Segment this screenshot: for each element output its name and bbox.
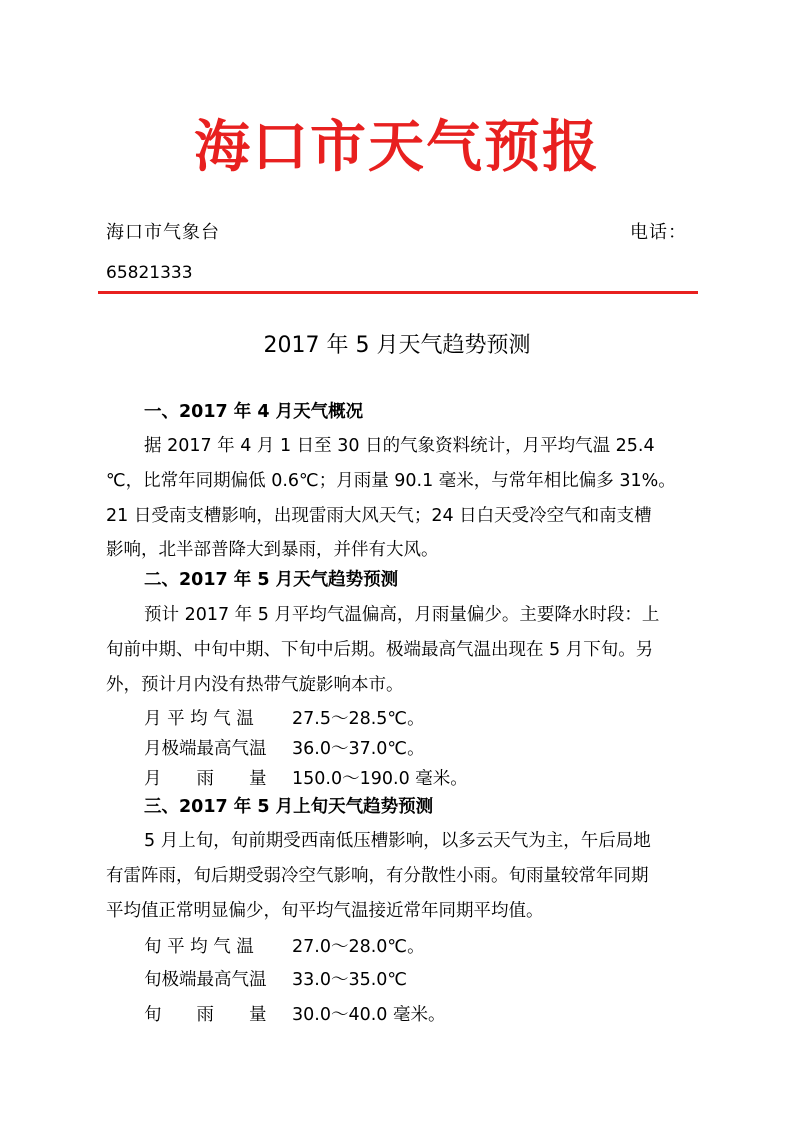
section3-line: 平均值正常明显偏少，旬平均气温接近常年同期平均值。 <box>106 901 544 921</box>
stat-label: 旬 雨 量 <box>144 1005 267 1025</box>
section2-stat-row <box>144 766 744 792</box>
section2-stat-row <box>144 706 744 732</box>
section3-stat-row <box>144 934 744 960</box>
masthead-title: 海口市天气预报 <box>194 115 600 180</box>
section1-line: 21 日受南支槽影响，出现雷雨大风天气；24 日白天受冷空气和南支槽 <box>106 506 652 526</box>
stat-value: 150.0～190.0 毫米。 <box>292 769 468 789</box>
stat-label: 月 雨 量 <box>144 769 267 789</box>
section2-line: 外，预计月内没有热带气旋影响本市。 <box>106 675 404 695</box>
stat-value: 30.0～40.0 毫米。 <box>292 1005 446 1025</box>
section3-stat-row <box>144 967 744 993</box>
header-divider <box>98 291 698 294</box>
stat-label: 旬极端最高气温 <box>144 970 267 990</box>
section2-line: 旬前中期、中旬中期、下旬中后期。极端最高气温出现在 5 月下旬。另 <box>106 640 654 660</box>
section2-heading: 二、2017 年 5 月天气趋势预测 <box>144 570 399 590</box>
section2-line: 预计 2017 年 5 月平均气温偏高，月雨量偏少。主要降水时段：上 <box>144 605 660 625</box>
telephone-label: 电话： <box>630 222 687 243</box>
stat-value: 33.0～35.0℃ <box>292 970 408 990</box>
stat-label: 月极端最高气温 <box>144 739 267 759</box>
stat-value: 36.0～37.0℃。 <box>292 739 425 759</box>
section3-line: 5 月上旬，旬前期受西南低压槽影响，以多云天气为主，午后局地 <box>144 831 651 851</box>
stat-value: 27.0～28.0℃。 <box>292 937 425 957</box>
section3-heading: 三、2017 年 5 月上旬天气趋势预测 <box>144 797 434 817</box>
stat-label: 旬 平 均 气 温 <box>144 937 254 957</box>
section2-stat-row <box>144 736 744 762</box>
telephone-number: 65821333 <box>106 263 193 283</box>
section1-line: 据 2017 年 4 月 1 日至 30 日的气象资料统计，月平均气温 25.4 <box>144 436 655 456</box>
section1-heading: 一、2017 年 4 月天气概况 <box>144 402 364 422</box>
document-title: 2017 年 5 月天气趋势预测 <box>263 333 531 358</box>
agency-name: 海口市气象台 <box>106 222 220 243</box>
stat-label: 月 平 均 气 温 <box>144 709 254 729</box>
section3-line: 有雷阵雨，旬后期受弱冷空气影响，有分散性小雨。旬雨量较常年同期 <box>106 866 649 886</box>
section3-stat-row <box>144 1002 744 1028</box>
section1-line: 影响，北半部普降大到暴雨，并伴有大风。 <box>106 540 439 560</box>
stat-value: 27.5～28.5℃。 <box>292 709 425 729</box>
section1-line: ℃，比常年同期偏低 0.6℃；月雨量 90.1 毫米，与常年相比偏多 31%。 <box>106 471 676 491</box>
